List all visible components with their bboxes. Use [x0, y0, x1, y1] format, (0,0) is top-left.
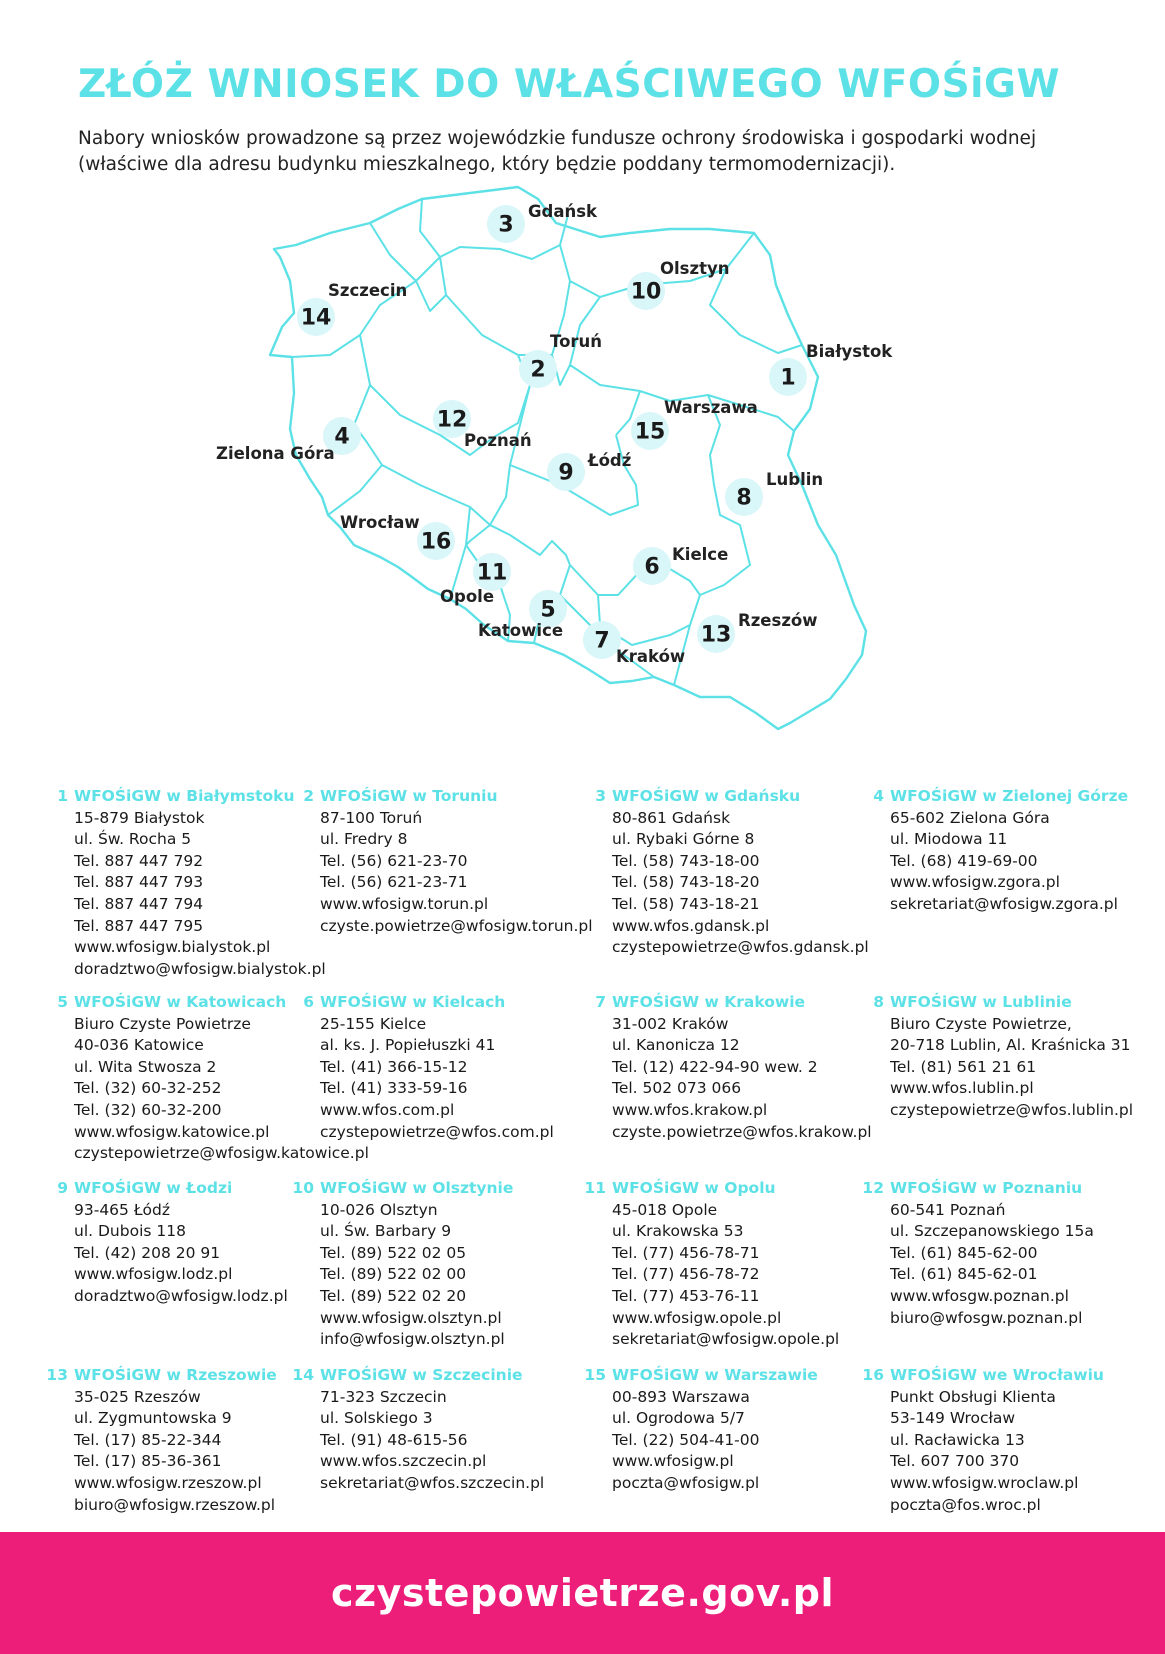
- marker-number: 1: [780, 365, 796, 391]
- office-email[interactable]: czyste.powietrze@wfos.krakow.pl: [612, 1122, 872, 1141]
- office-phone: Tel. (61) 845-62-00: [890, 1243, 1038, 1262]
- marker-city-label: Warszawa: [664, 398, 758, 417]
- office-number: 3: [595, 787, 606, 805]
- office-email[interactable]: poczta@fos.wroc.pl: [890, 1495, 1041, 1514]
- office-website[interactable]: www.wfosigw.torun.pl: [320, 894, 489, 913]
- office-16: [862, 1365, 1104, 1516]
- office-address-line: 60-541 Poznań: [890, 1200, 1006, 1219]
- marker-number: 9: [558, 460, 574, 486]
- marker-city-label: Białystok: [806, 342, 893, 361]
- office-name-text: WFOŚiGW w Opolu: [612, 1179, 776, 1197]
- office-10: [292, 1178, 514, 1351]
- office-address-line: Punkt Obsługi Klienta: [890, 1387, 1056, 1406]
- office-address-line: ul. Zygmuntowska 9: [74, 1409, 232, 1428]
- office-number: 15: [584, 1366, 606, 1384]
- office-phone: Tel. (68) 419-69-00: [890, 851, 1038, 870]
- marker-city-label: Łódź: [588, 451, 632, 470]
- marker-city-label: Toruń: [550, 332, 603, 351]
- office-website[interactable]: www.wfosigw.zgora.pl: [890, 873, 1060, 892]
- office-name-text: WFOŚiGW w Rzeszowie: [74, 1366, 277, 1384]
- office-phone: Tel. (77) 456-78-72: [612, 1265, 760, 1284]
- office-address-line: ul. Racławicka 13: [890, 1430, 1025, 1449]
- marker-number: 15: [634, 419, 666, 445]
- office-email[interactable]: czystepowietrze@wfos.com.pl: [320, 1122, 554, 1141]
- office-phone: Tel. (91) 48-615-56: [320, 1430, 468, 1449]
- office-address-line: 20-718 Lublin, Al. Kraśnicka 31: [890, 1036, 1131, 1055]
- office-7: [595, 992, 872, 1143]
- office-phone: Tel. (58) 743-18-21: [612, 894, 760, 913]
- office-website[interactable]: www.wfosigw.rzeszow.pl: [74, 1473, 262, 1492]
- marker-number: 13: [700, 622, 732, 648]
- office-number: 6: [303, 993, 314, 1011]
- office-email[interactable]: sekretariat@wfos.szczecin.pl: [320, 1473, 545, 1492]
- marker-city-label: Gdańsk: [528, 202, 598, 221]
- office-address-line: 10-026 Olsztyn: [320, 1200, 438, 1219]
- marker-number: 10: [630, 279, 662, 305]
- office-address-line: ul. Dubois 118: [74, 1222, 186, 1241]
- intro-text: Nabory wniosków prowadzone są przez wojewódzkie fundusze ochrony środowiska i gospodarki wodnej (właściwe dla adresu budynku mieszkalnego, który będzie poddany termomodernizacji).: [78, 128, 1037, 175]
- office-name: [873, 786, 1129, 808]
- marker-city-label: Kielce: [672, 545, 729, 564]
- office-phone: Tel. (89) 522 02 20: [320, 1286, 467, 1305]
- office-6: [303, 992, 554, 1143]
- office-address-line: ul. Fredry 8: [320, 830, 408, 849]
- office-name-text: WFOŚiGW w Warszawie: [612, 1366, 818, 1384]
- office-email[interactable]: doradztwo@wfosigw.lodz.pl: [74, 1286, 288, 1305]
- office-address-line: al. ks. J. Popiełuszki 41: [320, 1036, 496, 1055]
- map-marker-3: [487, 202, 598, 243]
- office-phone: Tel. (61) 845-62-01: [890, 1265, 1038, 1284]
- office-name-text: WFOŚiGW w Poznaniu: [890, 1179, 1083, 1197]
- office-number: 5: [57, 993, 68, 1011]
- office-number: 13: [46, 1366, 68, 1384]
- office-name: [584, 1178, 839, 1200]
- office-address-line: 71-323 Szczecin: [320, 1387, 447, 1406]
- office-phone: Tel. 502 073 066: [612, 1079, 742, 1098]
- marker-number: 12: [436, 407, 468, 433]
- office-name: [595, 992, 872, 1014]
- office-name-text: WFOŚiGW w Gdańsku: [612, 787, 801, 805]
- office-address-line: Biuro Czyste Powietrze: [74, 1014, 251, 1033]
- office-13: [46, 1365, 277, 1516]
- marker-city-label: Opole: [440, 587, 495, 606]
- office-phone: Tel. (42) 208 20 91: [74, 1243, 221, 1262]
- office-address-line: 53-149 Wrocław: [890, 1409, 1016, 1428]
- office-phone: Tel. (56) 621-23-71: [320, 873, 468, 892]
- office-address-line: 80-861 Gdańsk: [612, 808, 731, 827]
- office-name-text: WFOŚiGW w Łodzi: [74, 1179, 233, 1197]
- office-address-line: ul. Wita Stwosza 2: [74, 1057, 217, 1076]
- office-website[interactable]: www.wfosigw.katowice.pl: [74, 1122, 270, 1141]
- office-phone: Tel. (58) 743-18-20: [612, 873, 760, 892]
- office-number: 12: [862, 1179, 884, 1197]
- map-marker-8: [725, 470, 823, 516]
- marker-city-label: Kraków: [616, 647, 686, 666]
- office-number: 10: [292, 1179, 314, 1197]
- office-name-text: WFOŚiGW w Lublinie: [890, 993, 1072, 1011]
- office-website[interactable]: www.wfosigw.olsztyn.pl: [320, 1308, 502, 1327]
- office-name-text: WFOŚiGW w Krakowie: [612, 993, 806, 1011]
- office-8: [873, 992, 1134, 1122]
- office-address-line: 15-879 Białystok: [74, 808, 205, 827]
- marker-city-label: Zielona Góra: [216, 444, 335, 463]
- office-name: [303, 992, 554, 1014]
- office-phone: Tel. 887 447 795: [74, 916, 204, 935]
- marker-city-label: Katowice: [478, 621, 564, 640]
- office-address-line: 93-465 Łódź: [74, 1200, 170, 1219]
- office-phone: Tel. (81) 561 21 61: [890, 1057, 1037, 1076]
- office-email[interactable]: czystepowietrze@wfos.gdansk.pl: [612, 938, 869, 957]
- office-email[interactable]: sekretariat@wfosigw.zgora.pl: [890, 894, 1118, 913]
- office-phone: Tel. (41) 366-15-12: [320, 1057, 468, 1076]
- office-name: [595, 786, 869, 808]
- office-address-line: ul. Św. Rocha 5: [74, 830, 192, 849]
- office-email[interactable]: czyste.powietrze@wfosigw.torun.pl: [320, 916, 593, 935]
- office-address-line: ul. Krakowska 53: [612, 1222, 744, 1241]
- page-title: ZŁÓŻ WNIOSEK DO WŁAŚCIWEGO WFOŚiGW: [78, 62, 1061, 107]
- office-email[interactable]: doradztwo@wfosigw.bialystok.pl: [74, 959, 326, 978]
- office-phone: Tel. (32) 60-32-200: [74, 1100, 222, 1119]
- office-9: [57, 1178, 288, 1308]
- office-website[interactable]: www.wfosigw.opole.pl: [612, 1308, 782, 1327]
- office-email[interactable]: czystepowietrze@wfos.lublin.pl: [890, 1100, 1134, 1119]
- office-phone: Tel. (12) 422-94-90 wew. 2: [612, 1057, 818, 1076]
- map-marker-6: [633, 545, 728, 585]
- office-address-line: 25-155 Kielce: [320, 1014, 427, 1033]
- footer-url[interactable]: czystepowietrze.gov.pl: [330, 1571, 835, 1615]
- office-address-line: 65-602 Zielona Góra: [890, 808, 1050, 827]
- office-name-text: WFOŚiGW w Katowicach: [74, 993, 287, 1011]
- office-name-text: WFOŚiGW w Zielonej Górze: [890, 787, 1129, 805]
- office-address-line: ul. Św. Barbary 9: [320, 1222, 452, 1241]
- office-address-line: ul. Kanonicza 12: [612, 1036, 740, 1055]
- poland-map: [216, 185, 910, 785]
- office-name: [292, 1178, 514, 1200]
- office-phone: Tel. (41) 333-59-16: [320, 1079, 468, 1098]
- office-phone: Tel. 887 447 792: [74, 851, 204, 870]
- office-address-line: 00-893 Warszawa: [612, 1387, 750, 1406]
- office-email[interactable]: czystepowietrze@wfosigw.katowice.pl: [74, 1144, 369, 1163]
- marker-number: 6: [644, 554, 660, 580]
- office-address-line: ul. Solskiego 3: [320, 1409, 433, 1428]
- marker-city-label: Poznań: [464, 431, 532, 450]
- office-1: [57, 786, 326, 980]
- office-phone: Tel. 887 447 793: [74, 873, 204, 892]
- marker-number: 14: [300, 305, 332, 331]
- office-name-text: WFOŚiGW w Szczecinie: [320, 1366, 523, 1384]
- office-name: [862, 1178, 1094, 1200]
- marker-number: 2: [530, 357, 546, 383]
- office-website[interactable]: www.wfos.lublin.pl: [890, 1079, 1034, 1098]
- office-phone: Tel. (22) 504-41-00: [612, 1430, 760, 1449]
- office-website[interactable]: www.wfos.krakow.pl: [612, 1100, 768, 1119]
- office-name-text: WFOŚiGW w Białymstoku: [74, 787, 295, 805]
- office-website[interactable]: www.wfos.com.pl: [320, 1100, 455, 1119]
- office-4: [873, 786, 1129, 916]
- marker-city-label: Olsztyn: [660, 259, 730, 278]
- map-marker-9: [547, 451, 631, 491]
- office-address-line: ul. Szczepanowskiego 15a: [890, 1222, 1094, 1241]
- marker-number: 3: [498, 212, 514, 238]
- map-marker-4: [216, 417, 361, 463]
- office-number: 1: [57, 787, 68, 805]
- office-website[interactable]: www.wfosigw.lodz.pl: [74, 1265, 233, 1284]
- office-name: [862, 1365, 1104, 1387]
- office-number: 14: [292, 1366, 314, 1384]
- office-12: [862, 1178, 1094, 1329]
- office-address-line: ul. Miodowa 11: [890, 830, 1008, 849]
- office-phone: Tel. (58) 743-18-00: [612, 851, 760, 870]
- office-email[interactable]: sekretariat@wfosigw.opole.pl: [612, 1330, 840, 1349]
- office-address-line: 40-036 Katowice: [74, 1036, 204, 1055]
- office-phone: Tel. 607 700 370: [890, 1452, 1020, 1471]
- office-phone: Tel. 887 447 794: [74, 894, 204, 913]
- marker-number: 16: [420, 529, 452, 555]
- office-email[interactable]: poczta@wfosigw.pl: [612, 1473, 760, 1492]
- map-marker-15: [631, 398, 758, 450]
- map-marker-12: [433, 400, 532, 450]
- office-name: [303, 786, 593, 808]
- office-name-text: WFOŚiGW w Kielcach: [320, 993, 506, 1011]
- marker-city-label: Wrocław: [340, 513, 420, 532]
- office-name: [292, 1365, 544, 1387]
- office-email[interactable]: biuro@wfosgw.poznan.pl: [890, 1308, 1083, 1327]
- office-website[interactable]: www.wfosigw.bialystok.pl: [74, 938, 271, 957]
- map-marker-16: [340, 513, 455, 560]
- marker-city-label: Lublin: [766, 470, 824, 489]
- marker-city-label: Rzeszów: [738, 611, 818, 630]
- office-address-line: Biuro Czyste Powietrze,: [890, 1014, 1072, 1033]
- office-address-line: 87-100 Toruń: [320, 808, 423, 827]
- footer-banner: [0, 1532, 1165, 1654]
- office-name: [57, 1178, 288, 1200]
- marker-number: 5: [540, 597, 556, 623]
- office-name: [873, 992, 1133, 1014]
- office-phone: Tel. (17) 85-22-344: [74, 1430, 222, 1449]
- office-address-line: 45-018 Opole: [612, 1200, 718, 1219]
- office-address-line: ul. Ogrodowa 5/7: [612, 1409, 745, 1428]
- office-website[interactable]: www.wfosigw.pl: [612, 1452, 734, 1471]
- office-2: [303, 786, 593, 937]
- map-marker-11: [440, 553, 511, 606]
- office-address-line: 31-002 Kraków: [612, 1014, 729, 1033]
- office-11: [584, 1178, 840, 1351]
- office-name-text: WFOŚiGW w Toruniu: [320, 787, 498, 805]
- office-phone: Tel. (32) 60-32-252: [74, 1079, 222, 1098]
- office-website[interactable]: www.wfosigw.wroclaw.pl: [890, 1473, 1079, 1492]
- map-marker-10: [627, 259, 730, 310]
- office-15: [584, 1365, 818, 1495]
- office-phone: Tel. (17) 85-36-361: [74, 1452, 222, 1471]
- office-name: [46, 1365, 277, 1387]
- office-address-line: 35-025 Rzeszów: [74, 1387, 201, 1406]
- map-marker-2: [519, 332, 602, 388]
- office-number: 8: [873, 993, 884, 1011]
- office-email[interactable]: biuro@wfosigw.rzeszow.pl: [74, 1495, 276, 1514]
- office-phone: Tel. (56) 621-23-70: [320, 851, 468, 870]
- office-number: 4: [873, 787, 884, 805]
- marker-number: 8: [736, 485, 752, 511]
- office-14: [292, 1365, 545, 1495]
- marker-number: 11: [476, 560, 508, 586]
- office-phone: Tel. (89) 522 02 05: [320, 1243, 467, 1262]
- marker-city-label: Szczecin: [328, 281, 408, 300]
- office-number: 11: [584, 1179, 606, 1197]
- office-website[interactable]: www.wfos.szczecin.pl: [320, 1452, 487, 1471]
- office-name-text: WFOŚiGW we Wrocławiu: [890, 1366, 1104, 1384]
- office-number: 9: [57, 1179, 68, 1197]
- office-address-line: ul. Rybaki Górne 8: [612, 830, 755, 849]
- office-name: [584, 1365, 818, 1387]
- office-number: 16: [862, 1366, 884, 1384]
- office-number: 7: [595, 993, 606, 1011]
- marker-number: 7: [594, 628, 610, 654]
- office-name: [57, 786, 326, 808]
- office-phone: Tel. (89) 522 02 00: [320, 1265, 467, 1284]
- office-3: [595, 786, 869, 959]
- office-name-text: WFOŚiGW w Olsztynie: [320, 1179, 514, 1197]
- office-phone: Tel. (77) 456-78-71: [612, 1243, 760, 1262]
- poland-map-svg: [216, 185, 910, 785]
- office-website[interactable]: www.wfosgw.poznan.pl: [890, 1286, 1069, 1305]
- office-number: 2: [303, 787, 314, 805]
- office-email[interactable]: info@wfosigw.olsztyn.pl: [320, 1330, 505, 1349]
- map-marker-14: [297, 281, 407, 336]
- map-marker-13: [697, 611, 818, 653]
- office-website[interactable]: www.wfos.gdansk.pl: [612, 916, 770, 935]
- office-phone: Tel. (77) 453-76-11: [612, 1286, 760, 1305]
- marker-number: 4: [334, 424, 350, 450]
